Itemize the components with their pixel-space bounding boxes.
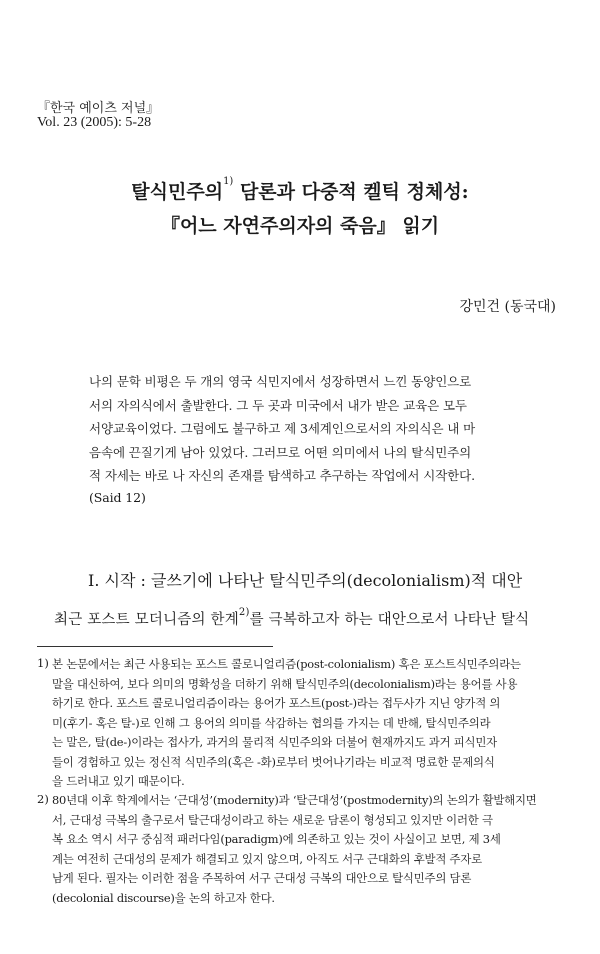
- footnote-text: [52, 792, 567, 909]
- title-part-1: 탈식민주의: [131, 181, 224, 203]
- section-heading: I. 시작 : 글쓰기에 나타난 탈식민주의(decolonialism)적 대안: [88, 571, 523, 590]
- quote-line: 서의 자의식에서 출발한다. 그 두 곳과 미국에서 내가 받은 교육은 모두: [89, 397, 467, 413]
- quote-citation: (Said 12): [89, 489, 146, 505]
- footnote-line: 남게 된다. 필자는 이러한 점을 주목하여 서구 근대성 극복의 대안으로 탈식민주의 담론: [52, 871, 472, 885]
- body-text-line: [54, 608, 554, 629]
- footnote-ref-2[interactable]: 2): [238, 607, 250, 618]
- footnote-number: 1): [37, 656, 49, 670]
- title-part-2: 담론과 다중적 켈틱 정체성:: [233, 181, 469, 203]
- footnote-text: [52, 656, 567, 793]
- footnote-line: 들이 경험하고 있는 정신적 식민주의(혹은 -화)로부터 벗어나기라는 비교적 명료한 문제의식: [52, 754, 495, 769]
- body-text-part-1: 최근 포스트 모더니즘의 한계: [54, 612, 239, 628]
- footnote-line: 말을 대신하여, 보다 의미의 명확성을 더하기 위해 탈식민주의(decolonialism)라는 용어를 사용: [52, 676, 518, 691]
- article-title-line-2: 『어느 자연주의자의 죽음』 읽기: [160, 215, 440, 237]
- footnote-line: (decolonial discourse)을 논의 하고자 한다.: [52, 890, 275, 905]
- body-text-part-2: 를 극복하고자 하는 대안으로서 나타난 탈식: [249, 612, 530, 628]
- epigraph-quote: [89, 372, 519, 514]
- quote-line: 나의 문학 비평은 두 개의 영국 식민지에서 성장하면서 느낀 동양인으로: [89, 374, 472, 389]
- footnote-line: 미(후기- 혹은 탈-)로 인해 그 용어의 의미를 삭감하는 협의를 가지는 데 반해, 탈식민주의라: [52, 715, 491, 730]
- footnote-line: 을 드러내고 있기 때문이다.: [52, 774, 185, 788]
- quote-line: 음속에 끈질기게 남아 있었다. 그러므로 어떤 의미에서 나의 탈식민주의: [89, 444, 472, 460]
- footnote-divider: [37, 646, 273, 647]
- author-byline: 강민건 (동국대): [459, 299, 556, 315]
- footnote-line: 본 논문에서는 최근 사용되는 포스트 콜로니얼리즘(post-colonialism) 혹은 포스트식민주의라는: [52, 657, 521, 671]
- quote-line: 적 자세는 바로 나 자신의 존재를 탐색하고 추구하는 작업에서 시작한다.: [89, 468, 476, 484]
- footnote-line: 하기로 한다. 포스트 콜로니얼리즘이라는 용어가 포스트(post-)라는 접두사가 지닌 양가적 의: [52, 696, 501, 710]
- volume-info: Vol. 23 (2005): 5-28: [37, 115, 152, 130]
- article-title-line-1: [0, 177, 600, 204]
- footnote-number: 2): [37, 792, 49, 806]
- footnote-line: 80년대 이후 학계에서는 ‘근대성’(modernity)과 ‘탈근대성’(postmodernity)의 논의가 활발해지면: [52, 793, 537, 807]
- footnote-line: 복 요소 역시 서구 중심적 패러다임(paradigm)에 의존하고 있는 것이 사실이고 보면, 제 3세: [52, 832, 501, 846]
- quote-line: 서양교육이었다. 그럼에도 불구하고 제 3세계인으로서의 자의식은 내 마: [89, 421, 476, 437]
- footnote-ref-1[interactable]: 1): [223, 176, 234, 187]
- footnote-line: 는 말은, 탈(de-)이라는 접사가, 과거의 물리적 식민주의와 더불어 현재까지도 과거 피식민자: [52, 735, 497, 749]
- footnote-line: 계는 여전히 근대성의 문제가 해결되고 있지 않으며, 아직도 서구 근대화의 후발적 주자로: [52, 851, 482, 866]
- journal-name: 『한국 예이츠 저널』: [37, 101, 160, 116]
- footnote-line: 서, 근대성 극복의 출구로서 탈근대성이라고 하는 새로운 담론이 형성되고 있지만 이러한 극: [52, 812, 493, 827]
